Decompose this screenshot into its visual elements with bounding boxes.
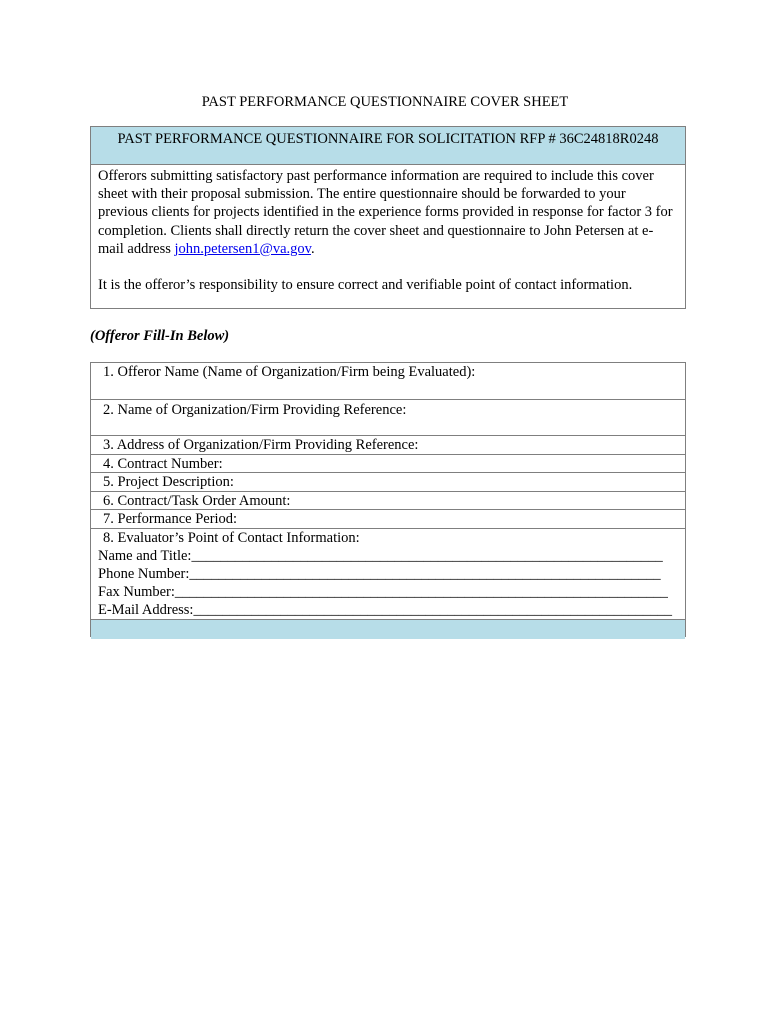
reference-org-field[interactable] [91,400,685,436]
email-link[interactable]: john.petersen1@va.gov [174,240,311,257]
phone-field[interactable]: Phone Number:_________________________________________________________________ [98,565,661,582]
email-field[interactable]: E-Mail Address:__________________________________________________________________ [98,601,672,618]
offeror-name-label: 1. Offeror Name (Name of Organization/Firm being Evaluated): [103,364,476,380]
reference-address-label: 3. Address of Organization/Firm Providing Reference: [103,437,419,453]
performance-period-field[interactable] [91,510,685,529]
intro-end: . [310,240,315,257]
project-description-field[interactable] [91,473,685,492]
name-title-field[interactable]: Name and Title:_________________________________________________________________ [98,547,663,564]
point-of-contact-section [91,529,685,620]
intro-paragraph [98,167,678,258]
reference-org-label: 2. Name of Organization/Firm Providing Reference: [103,402,407,418]
contract-amount-label: 6. Contract/Task Order Amount: [103,492,291,509]
fill-in-label: (Offeror Fill-In Below) [90,328,230,344]
contract-number-label: 4. Contract Number: [103,455,223,472]
offeror-form-table [90,362,686,637]
project-description-label: 5. Project Description: [103,474,234,490]
form-footer-bar [91,620,685,639]
fax-field[interactable]: Fax Number:____________________________________________________________________ [98,583,668,600]
page-title: PAST PERFORMANCE QUESTIONNAIRE COVER SHEET [201,94,569,110]
questionnaire-info-box [90,126,686,309]
contract-number-field[interactable] [91,455,685,474]
reference-address-field[interactable] [91,436,685,455]
offeror-name-field[interactable] [91,363,685,400]
intro-text: Offerors submitting satisfactory past performance information are required to include this cover sheet with their proposal submission. The entire questionnaire should be forwarded to your previous clients for projects identified in the experience forms provided in response for factor 3 for completion. Clients shall directly return the cover sheet and questionnaire to John Petersen at e-mail address [98,168,673,257]
contract-amount-field[interactable] [91,492,685,511]
performance-period-label: 7. Performance Period: [103,511,238,527]
poc-heading: 8. Evaluator’s Point of Contact Information: [103,529,360,546]
info-body [91,165,685,294]
solicitation-heading: PAST PERFORMANCE QUESTIONNAIRE FOR SOLICITATION RFP # 36C24818R0248 [91,127,685,165]
responsibility-paragraph: It is the offeror’s responsibility to ensure correct and verifiable point of contact information. [98,277,633,294]
